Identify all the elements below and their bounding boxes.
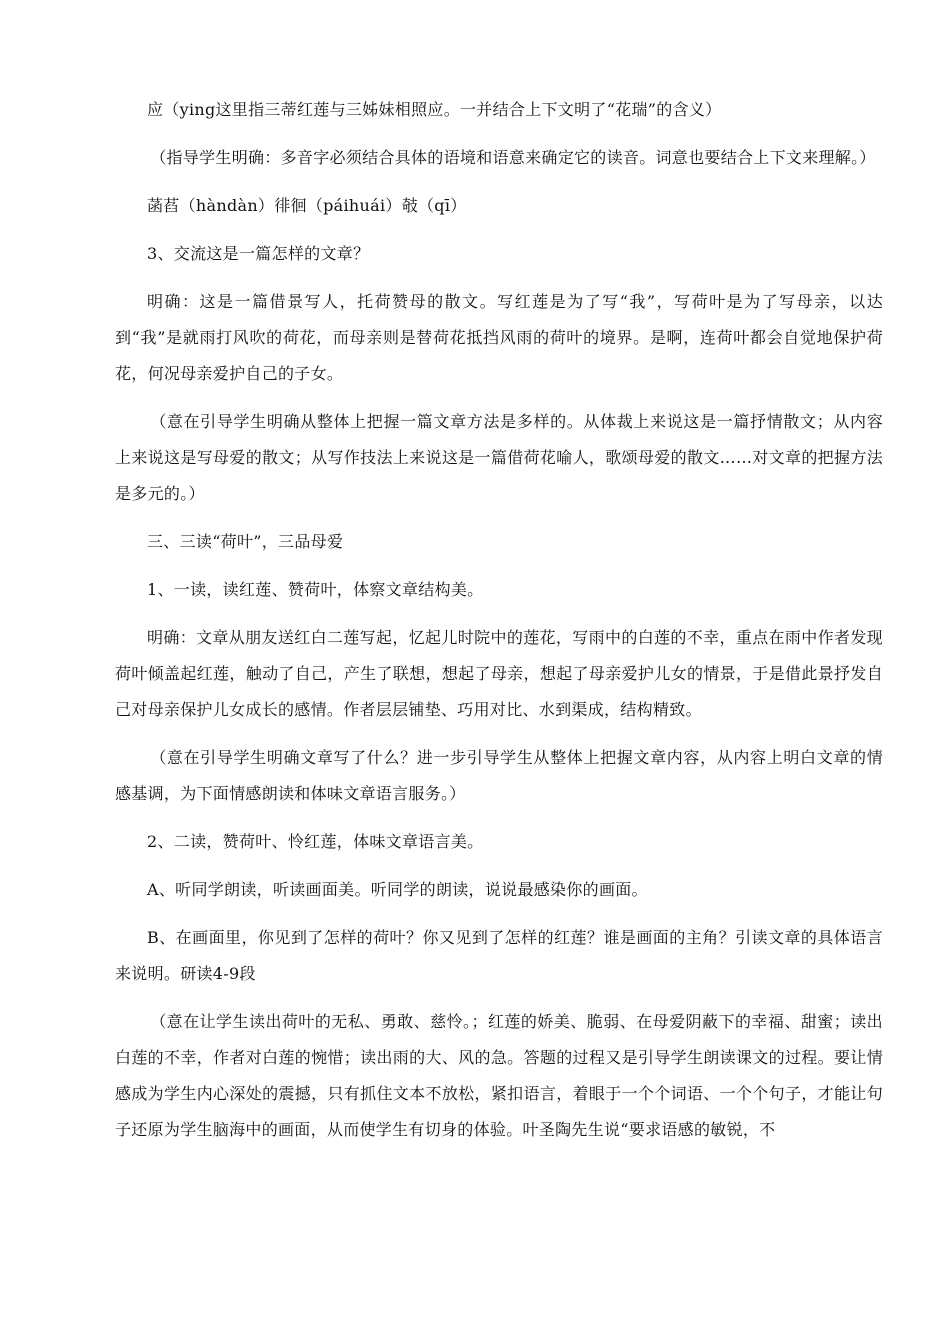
- paragraph-12: A、听同学朗读，听读画面美。听同学的朗读，说说最感染你的画面。: [147, 880, 648, 899]
- paragraph-4: 3、交流这是一篇怎样的文章？: [147, 244, 370, 263]
- paragraph-14: （意在让学生读出荷叶的无私、勇敢、慈怜。；红莲的娇美、脆弱、在母爱阴蔽下的幸福、甜蜜；读出白莲的不幸，作者对白莲的惋惜；读出雨的大、风的急。答题的过程又是引导学生朗读课文的过程。要让情感成为学生内心深处的震撼，只有抓住文本不放松，紧扣语言，着眼于一个个词语、一个个句子，才能让句子还原为学生脑海中的画面，从而使学生有切身的体验。叶圣陶先生说“要求语感的敏锐，不: [115, 1012, 883, 1139]
- paragraph-6: （意在引导学生明确从整体上把握一篇文章方法是多样的。从体裁上来说这是一篇抒情散文；从内容上来说这是写母爱的散文；从写作技法上来说这是一篇借荷花喻人，歌颂母爱的散文……对文章的把握方法是多元的。）: [115, 412, 883, 503]
- paragraph-5: 明确：这是一篇借景写人，托荷赞母的散文。写红莲是为了写“我”，写荷叶是为了写母亲，以达到“我”是就雨打风吹的荷花，而母亲则是替荷花抵挡风雨的荷叶的境界。是啊，连荷叶都会自觉地保护荷花，何况母亲爱护自己的子女。: [115, 292, 883, 383]
- paragraph-13: B、在画面里，你见到了怎样的荷叶？你又见到了怎样的红莲？谁是画面的主角？引读文章的具体语言来说明。研读4-9段: [115, 928, 883, 983]
- paragraph-1: 应（ying这里指三蒂红莲与三姊妹相照应。一并结合上下文明了“花瑞”的含义）: [147, 100, 722, 119]
- paragraph-3: 菡萏（hàndàn）徘徊（páihuái）攲（qī）: [147, 196, 467, 215]
- paragraph-8: 1、一读，读红莲、赞荷叶，体察文章结构美。: [147, 580, 484, 599]
- paragraph-7: 三、三读“荷叶”，三品母爱: [147, 532, 344, 551]
- document-body: [115, 92, 883, 1160]
- paragraph-9: 明确：文章从朋友送红白二莲写起，忆起儿时院中的莲花，写雨中的白莲的不幸，重点在雨中作者发现荷叶倾盖起红莲，触动了自己，产生了联想，想起了母亲，想起了母亲爱护儿女的情景，于是借此景抒发自己对母亲保护儿女成长的感情。作者层层铺垫、巧用对比、水到渠成，结构精致。: [115, 628, 883, 719]
- paragraph-11: 2、二读，赞荷叶、怜红莲，体味文章语言美。: [147, 832, 484, 851]
- paragraph-10: （意在引导学生明确文章写了什么？进一步引导学生从整体上把握文章内容，从内容上明白文章的情感基调，为下面情感朗读和体味文章语言服务。）: [115, 748, 883, 803]
- paragraph-2: （指导学生明确：多音字必须结合具体的语境和语意来确定它的读音。词意也要结合上下文来理解。）: [150, 148, 876, 167]
